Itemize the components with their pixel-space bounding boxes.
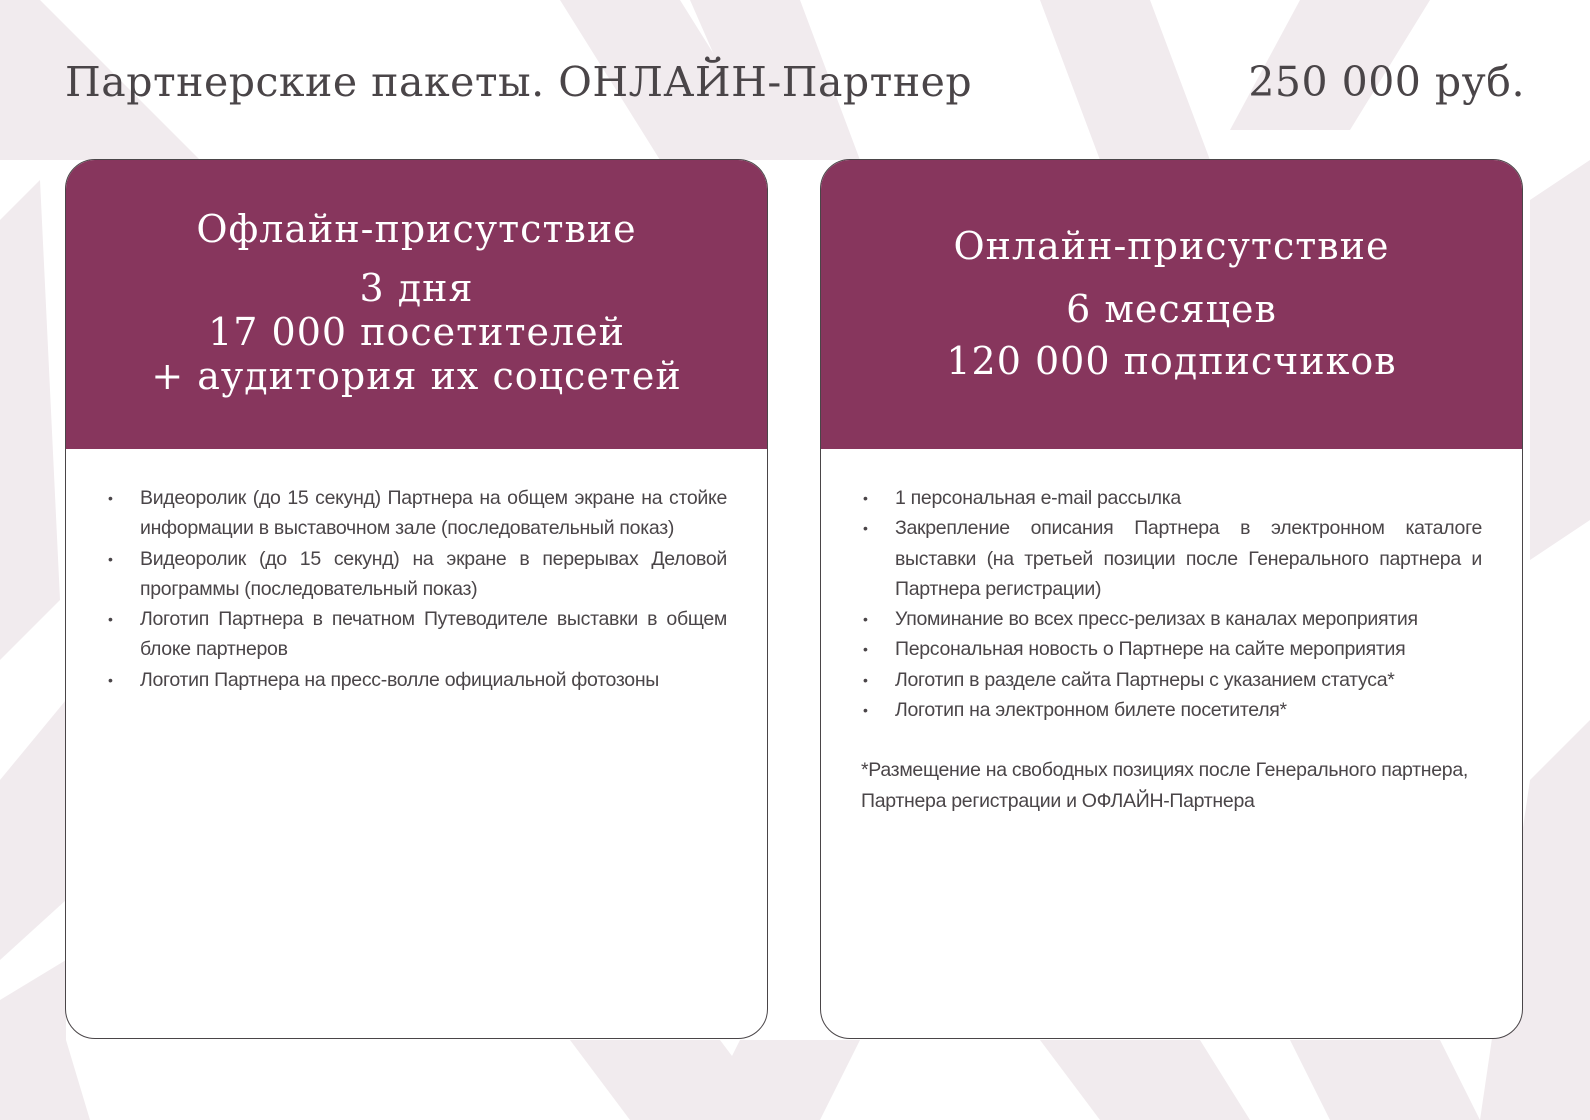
list-item: • Логотип Партнера в печатном Путеводителе выставки в общем блоке партнеров — [106, 604, 727, 665]
online-benefits-list — [861, 483, 1482, 725]
page-title: Партнерские пакеты. ОНЛАЙН-Партнер — [65, 58, 973, 106]
placement-footnote: *Размещение на свободных позициях после Генерального партнера, Партнера регистрации и ОФЛАЙН-Партнера — [861, 759, 1469, 812]
list-item: • 1 персональная e-mail рассылка — [861, 483, 1482, 513]
offline-card-heading: Офлайн-присутствие — [196, 206, 637, 251]
list-item: • Логотип в разделе сайта Партнеры с указанием статуса* — [861, 665, 1482, 695]
online-card-heading: Онлайн-присутствие — [953, 223, 1390, 268]
list-item: • Логотип Партнера на пресс-волле официальной фотозоны — [106, 665, 727, 695]
online-card-header — [821, 160, 1522, 449]
list-item: • Упоминание во всех пресс-релизах в каналах мероприятия — [861, 604, 1482, 634]
online-card-stat: 120 000 подписчиков — [946, 338, 1397, 383]
offline-card-stat: + аудитория их соцсетей — [151, 353, 682, 398]
package-price: 250 000 руб. — [1248, 58, 1525, 106]
list-item: • Видеоролик (до 15 секунд) на экране в перерывах Деловой программы (последовательный показ) — [106, 544, 727, 605]
online-card-body — [821, 449, 1522, 816]
list-item: • Видеоролик (до 15 секунд) Партнера на общем экране на стойке информации в выставочном зале (последовательный показ) — [106, 483, 727, 544]
online-card-stat: 6 месяцев — [1066, 286, 1277, 331]
online-presence-card — [820, 159, 1523, 1039]
offline-card-header — [66, 160, 767, 449]
offline-card-stat: 17 000 посетителей — [208, 309, 625, 354]
list-item: • Логотип на электронном билете посетителя* — [861, 695, 1482, 725]
list-item: • Закрепление описания Партнера в электронном каталоге выставки (на третьей позиции после Генерального партнера и Партнера регистрации) — [861, 513, 1482, 604]
offline-card-stat: 3 дня — [359, 265, 474, 310]
offline-benefits-list — [106, 483, 727, 695]
offline-presence-card — [65, 159, 768, 1039]
offline-card-body — [66, 449, 767, 695]
list-item: • Персональная новость о Партнере на сайте мероприятия — [861, 634, 1482, 664]
